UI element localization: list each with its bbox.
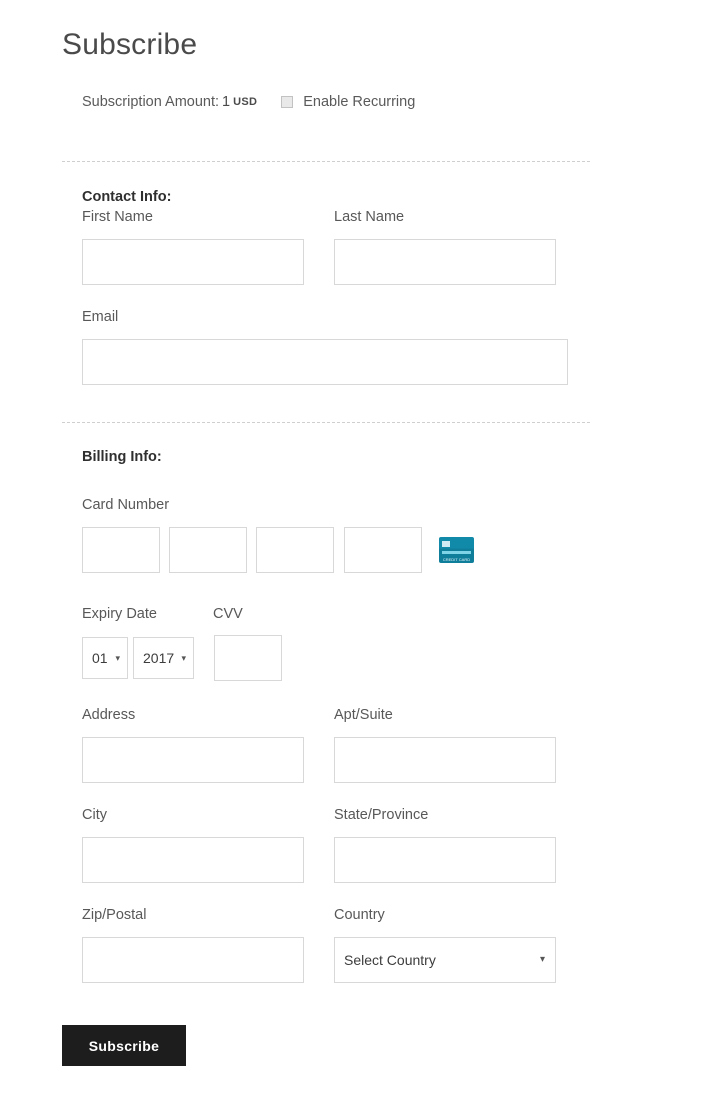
first-name-input[interactable] <box>82 239 304 285</box>
enable-recurring-label: Enable Recurring <box>303 94 416 110</box>
contact-info-heading: Contact Info: <box>82 189 172 205</box>
divider-billing <box>62 422 590 423</box>
zip-postal-label: Zip/Postal <box>82 907 147 923</box>
expiry-date-label: Expiry Date <box>82 606 157 622</box>
state-province-label: State/Province <box>334 807 429 823</box>
apt-suite-label: Apt/Suite <box>334 707 393 723</box>
cvv-input[interactable] <box>214 635 282 681</box>
expiry-month-select[interactable] <box>82 637 128 679</box>
card-chip-icon <box>442 541 450 547</box>
enable-recurring-checkbox[interactable] <box>281 96 293 108</box>
chevron-down-icon: ▾ <box>181 652 186 663</box>
subscription-amount-label: Subscription Amount: <box>82 94 220 110</box>
country-label: Country <box>334 907 385 923</box>
expiry-year-select[interactable] <box>133 637 194 679</box>
expiry-month-value: 01 <box>92 650 108 666</box>
email-input[interactable] <box>82 339 568 385</box>
card-icon-caption: CREDIT CARD <box>442 557 471 562</box>
city-input[interactable] <box>82 837 304 883</box>
cvv-label: CVV <box>213 606 243 622</box>
billing-info-heading: Billing Info: <box>82 449 162 465</box>
last-name-input[interactable] <box>334 239 556 285</box>
card-stripe-icon <box>442 551 471 554</box>
state-province-input[interactable] <box>334 837 556 883</box>
last-name-label: Last Name <box>334 209 405 225</box>
city-label: City <box>82 807 107 823</box>
enable-recurring-group[interactable] <box>281 94 415 110</box>
zip-postal-input[interactable] <box>82 937 304 983</box>
page-title: Subscribe <box>62 28 198 62</box>
subscription-currency: USD <box>233 96 258 108</box>
subscription-amount-value: 1 <box>222 94 231 110</box>
address-input[interactable] <box>82 737 304 783</box>
country-select[interactable] <box>334 937 556 983</box>
first-name-label: First Name <box>82 209 153 225</box>
credit-card-icon <box>439 537 474 563</box>
chevron-down-icon: ▾ <box>115 652 120 663</box>
country-select-value: Select Country <box>344 952 436 968</box>
address-label: Address <box>82 707 136 723</box>
subscription-amount-row <box>82 94 415 110</box>
email-label: Email <box>82 309 119 325</box>
chevron-down-icon: ▾ <box>539 954 545 965</box>
apt-suite-input[interactable] <box>334 737 556 783</box>
divider-contact <box>62 161 590 162</box>
card-number-segment-4[interactable] <box>344 527 422 573</box>
card-number-label: Card Number <box>82 497 170 513</box>
card-number-segment-2[interactable] <box>169 527 247 573</box>
expiry-year-value: 2017 <box>143 650 175 666</box>
subscribe-button[interactable]: Subscribe <box>62 1025 186 1066</box>
card-number-segment-1[interactable] <box>82 527 160 573</box>
card-number-segment-3[interactable] <box>256 527 334 573</box>
